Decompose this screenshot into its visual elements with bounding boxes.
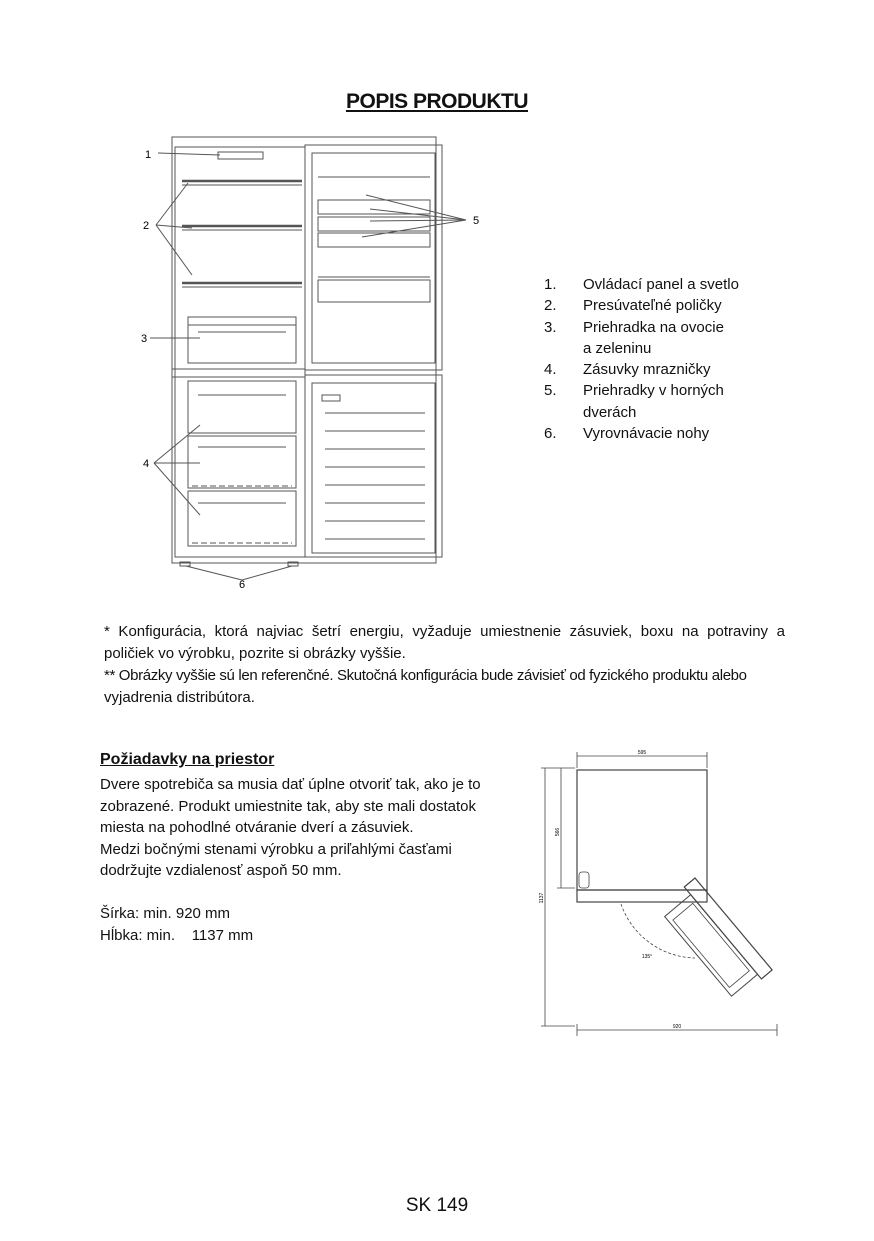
- requirement-line: zobrazené. Produkt umiestnite tak, aby ste mali dostatok: [100, 797, 477, 815]
- note-1-line-1: * Konfigurácia, ktorá najviac šetrí energiu, vyžaduje umiestnenie zásuviek, boxu na potraviny a: [104, 623, 785, 640]
- callout-3: 3: [140, 333, 148, 345]
- callout-6: 6: [238, 579, 246, 591]
- fridge-diagram: [130, 125, 500, 595]
- dimension-top: 595: [637, 750, 647, 756]
- requirement-line: miesta na pohodlné otváranie dverí a zásuviek.: [100, 819, 414, 836]
- callout-2: 2: [142, 220, 150, 232]
- dimension-angle: 135°: [641, 954, 653, 960]
- requirement-line: Medzi bočnými stenami výrobku a priľahlými časťami: [100, 840, 452, 858]
- configuration-notes: [104, 621, 785, 709]
- note-2-line-2: vyjadrenia distribútora.: [104, 689, 255, 706]
- min-depth: Hĺbka: min. 1137 mm: [100, 926, 254, 944]
- legend-item: 3. Priehradka na ovocie a zeleninu: [544, 318, 724, 357]
- dimension-inner: 566: [555, 827, 561, 837]
- legend-item: 1. Ovládací panel a svetlo: [544, 276, 739, 293]
- note-1-line-2: poličiek vo výrobku, pozrite si obrázky vyššie.: [104, 645, 406, 662]
- legend-item: 5. Priehradky v horných dverách: [544, 382, 724, 421]
- dimension-total-depth: 1137: [539, 892, 545, 904]
- requirement-line: dodržujte vzdialenosť aspoň 50 mm.: [100, 862, 342, 879]
- parts-legend: [544, 274, 739, 444]
- note-2-line-1: ** Obrázky vyššie sú len referenčné. Skutočná konfigurácia bude závisieť od fyzického produktu alebo: [104, 667, 747, 684]
- callout-4: 4: [142, 458, 150, 470]
- legend-item: 2. Presúvateľné poličky: [544, 297, 722, 315]
- min-width: Šírka: min. 920 mm: [100, 905, 231, 922]
- clearance-diagram: [535, 748, 785, 1038]
- legend-item: 4. Zásuvky mrazničky: [544, 361, 711, 379]
- dimension-bottom: 920: [672, 1024, 682, 1030]
- page-title: POPIS PRODUKTU: [345, 90, 529, 113]
- callout-1: 1: [144, 149, 152, 161]
- space-requirements-heading: Požiadavky na priestor: [100, 751, 275, 768]
- page-number: SK 149: [405, 1195, 469, 1216]
- legend-item: 6. Vyrovnávacie nohy: [544, 425, 710, 443]
- space-requirements-text: [100, 774, 520, 946]
- callout-5: 5: [472, 215, 480, 227]
- requirement-line: Dvere spotrebiča sa musia dať úplne otvoriť tak, ako je to: [100, 776, 481, 793]
